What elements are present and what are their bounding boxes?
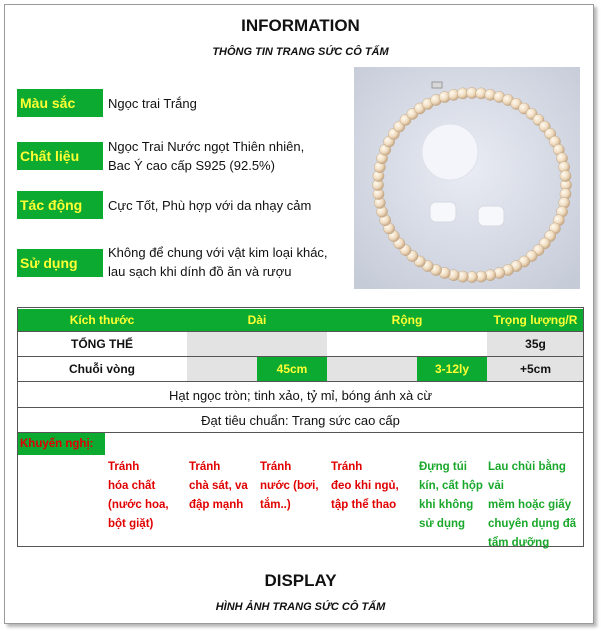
table-rule bbox=[17, 407, 584, 408]
advice-cleaning bbox=[488, 458, 582, 553]
value-line: lau sạch khi dính đồ ăn và rượu bbox=[108, 264, 292, 279]
display-subtitle: HÌNH ẢNH TRANG SỨC CÔ TẤM bbox=[215, 601, 386, 613]
advice-line: kín, cất hộp bbox=[419, 480, 483, 492]
advice-impact bbox=[189, 458, 259, 515]
advice-line: tẩm dưỡng bbox=[488, 537, 550, 549]
advice-line: đập mạnh bbox=[189, 499, 244, 511]
pearl-necklace-photo bbox=[354, 67, 580, 289]
row-overall-weight: 35g bbox=[487, 332, 584, 356]
label-color: Màu sắc bbox=[17, 89, 103, 117]
advice-line: (nước hoa, bbox=[108, 499, 169, 511]
value-line: Bac Ý cao cấp S925 (92.5%) bbox=[108, 158, 275, 173]
note-pearl-quality: Hạt ngọc tròn; tinh xảo, tỷ mỉ, bóng ánh xà cừ bbox=[168, 387, 433, 403]
stud-earring-right bbox=[478, 206, 504, 226]
row-strand-length-pad bbox=[187, 357, 257, 381]
size-table-header bbox=[17, 309, 584, 331]
table-border-right bbox=[583, 307, 584, 547]
advice-sleep-sport bbox=[331, 458, 415, 515]
table-rule bbox=[17, 331, 584, 332]
advice-line: bột giặt) bbox=[108, 518, 154, 530]
advice-line: hóa chất bbox=[108, 480, 156, 492]
value-line: Ngọc trai Trắng bbox=[108, 96, 197, 111]
value-line: Không để chung với vật kim loại khác, bbox=[108, 245, 328, 260]
advice-line: tập thể thao bbox=[331, 499, 397, 511]
th-weight: Trọng lượng/R bbox=[493, 313, 578, 327]
display-title: DISPLAY bbox=[264, 571, 337, 590]
table-rule bbox=[17, 381, 584, 382]
row-overall-name: TỔNG THỂ bbox=[71, 337, 133, 351]
advice-chemicals bbox=[108, 458, 184, 534]
advice-line: chuyên dụng đã bbox=[488, 518, 577, 530]
label-usage: Sử dụng bbox=[17, 249, 103, 277]
value-usage bbox=[108, 243, 328, 281]
advice-line: mềm hoặc giấy bbox=[488, 499, 572, 511]
value-material bbox=[108, 137, 304, 175]
advice-line: Tránh bbox=[331, 461, 363, 473]
th-length: Dài bbox=[247, 313, 267, 327]
advice-storage bbox=[419, 458, 487, 534]
row-strand-weight: +5cm bbox=[487, 357, 584, 381]
table-rule bbox=[17, 432, 584, 433]
value-effect bbox=[108, 196, 311, 215]
pearl-bead bbox=[560, 170, 571, 181]
advice-water bbox=[260, 458, 328, 515]
advice-line: khi không bbox=[419, 499, 474, 511]
row-overall-width bbox=[327, 332, 487, 356]
row-strand-name: Chuỗi vòng bbox=[69, 362, 135, 376]
row-strand-length: 45cm bbox=[257, 357, 327, 381]
row-overall-length bbox=[187, 332, 327, 356]
note-standard: Đạt tiêu chuẩn: Trang sức cao cấp bbox=[201, 412, 400, 428]
pedestal-disc bbox=[422, 124, 478, 180]
value-line: Cực Tốt, Phù hợp với da nhạy cảm bbox=[108, 198, 312, 213]
th-size: Kích thước bbox=[69, 313, 135, 327]
advice-line: Tránh bbox=[108, 461, 140, 473]
th-width: Rộng bbox=[391, 313, 423, 327]
advice-line: Tránh bbox=[189, 461, 221, 473]
stud-earring-left bbox=[430, 202, 456, 222]
advice-line: chà sát, va bbox=[189, 480, 248, 492]
clasp bbox=[432, 82, 442, 88]
table-border-left bbox=[17, 307, 18, 547]
info-title: INFORMATION bbox=[241, 16, 360, 35]
advice-line: nước (bơi, bbox=[260, 480, 319, 492]
advice-line: Đựng túi bbox=[419, 461, 467, 473]
label-material: Chất liệu bbox=[17, 142, 103, 170]
advice-line: đeo khi ngủ, bbox=[331, 480, 399, 492]
advice-line: tắm..) bbox=[260, 499, 291, 511]
recommendation-label: Khuyến nghị: bbox=[17, 433, 105, 455]
value-color bbox=[108, 94, 197, 113]
label-effect: Tác động bbox=[17, 191, 103, 219]
row-strand-width: 3-12ly bbox=[417, 357, 487, 381]
advice-line: Lau chùi bằng vải bbox=[488, 461, 566, 492]
row-strand-width-pad bbox=[327, 357, 417, 381]
value-line: Ngọc Trai Nước ngọt Thiên nhiên, bbox=[108, 139, 305, 154]
table-rule bbox=[17, 356, 584, 357]
info-subtitle: THÔNG TIN TRANG SỨC CÔ TẤM bbox=[212, 46, 389, 58]
table-border-top bbox=[17, 307, 584, 308]
advice-line: Tránh bbox=[260, 461, 292, 473]
advice-line: sử dụng bbox=[419, 518, 466, 530]
